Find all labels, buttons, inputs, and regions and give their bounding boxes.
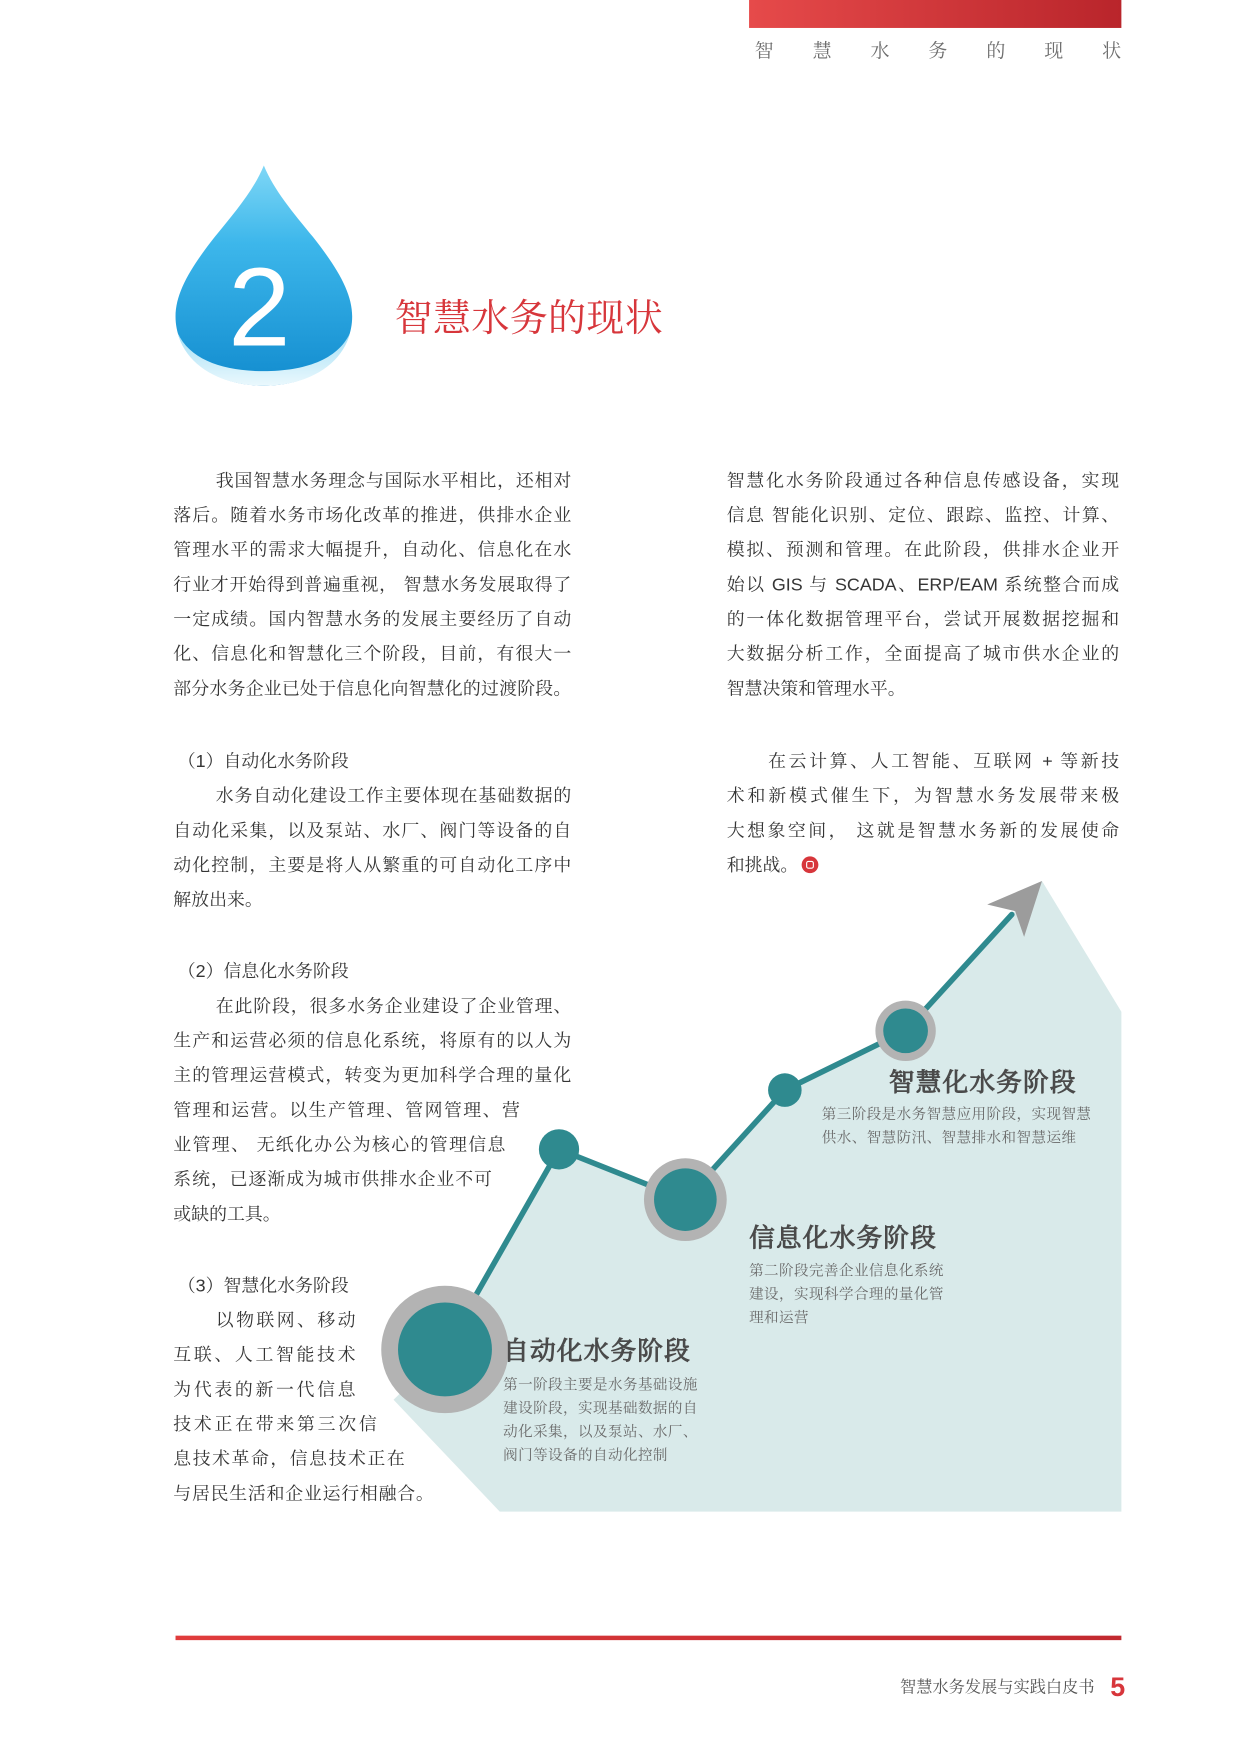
page-number: 5: [1110, 1672, 1126, 1703]
text-line: 模拟、预测和管理。在此阶段，供排水企业开: [726, 540, 1120, 560]
text-line: 或缺的工具。: [173, 1204, 281, 1224]
description-line: 建设，实现科学合理的量化管: [749, 1285, 944, 1302]
text-line: 信息 智能化识别、定位、跟踪、监控、计算、: [726, 505, 1120, 525]
text-line: 自动化采集，以及泵站、水厂、阀门等设备的自: [173, 821, 572, 841]
text-line: 为代表的新一代信息: [173, 1380, 356, 1400]
description-line: 第三阶段是水务智慧应用阶段，实现智慧: [821, 1105, 1092, 1122]
description-line: 第二阶段完善企业信息化系统: [749, 1261, 944, 1279]
diagram-stage-title: 智慧化水务阶段: [888, 1067, 1077, 1097]
diagram-stage-description: [503, 1372, 698, 1466]
text-line: 部分水务企业已处于信息化向智慧化的过渡阶段。: [173, 679, 572, 699]
text-line: 大数据分析工作，全面提高了城市供水企业的: [726, 644, 1120, 664]
text-line: 业管理、 无纸化办公为核心的管理信息: [173, 1135, 506, 1155]
text-line: 始以 GIS 与 SCADA、ERP/EAM 系统整合而成: [726, 575, 1120, 595]
diagram-stage-description: [822, 1102, 1092, 1149]
description-line: 理和运营: [749, 1308, 810, 1326]
stage1-section: [173, 744, 571, 917]
section-heading: （2）信息化水务阶段: [177, 962, 349, 982]
text-line: 我国智慧水务理念与国际水平相比，还相对: [215, 471, 572, 491]
end-mark-icon: [802, 856, 819, 873]
header-red-bar: [749, 0, 1121, 28]
path-node: [768, 1073, 802, 1107]
text-line: 动化控制，主要是将人从繁重的可自动化工序中: [173, 855, 572, 875]
intro-paragraph: [173, 463, 571, 706]
text-line: 在此阶段，很多水务企业建设了企业管理、: [215, 996, 572, 1016]
text-line: 系统，已逐渐成为城市供排水企业不可: [173, 1170, 492, 1190]
text-line: 落后。随着水务市场化改革的推进，供排水企业: [173, 505, 572, 525]
continuation-paragraph: [727, 463, 1119, 706]
text-line: 生产和运营必须的信息化系统，将原有的以人为: [173, 1031, 572, 1051]
text-line: 管理水平的需求大幅提升，自动化、信息化在水: [173, 540, 572, 560]
description-line: 动化采集，以及泵站、水厂、: [503, 1422, 698, 1440]
description-line: 阀门等设备的自动化控制: [503, 1446, 668, 1463]
description-line: 建设阶段，实现基础数据的自: [503, 1399, 698, 1416]
diagram-stage-title: 信息化水务阶段: [749, 1223, 937, 1253]
outlook-paragraph: [727, 744, 1119, 883]
text-line: 一定成绩。国内智慧水务的发展主要经历了自动: [173, 609, 572, 629]
footer-rule: [176, 1636, 1122, 1640]
text-line: 在云计算、人工智能、互联网 + 等新技: [768, 751, 1120, 771]
diagram-stage-title: 自动化水务阶段: [503, 1336, 691, 1366]
section-heading: （1）自动化水务阶段: [177, 751, 349, 771]
text-line-final: [727, 848, 1119, 883]
chapter-number: 2: [228, 244, 291, 371]
text-line: 水务自动化建设工作主要体现在基础数据的: [215, 786, 572, 806]
text-line: 智慧化水务阶段通过各种信息传感设备，实现: [726, 471, 1120, 491]
text-line: 和挑战。: [726, 855, 799, 875]
text-line: 大想象空间， 这就是智慧水务新的发展使命: [726, 821, 1120, 841]
text-line: 技术正在带来第三次信: [173, 1414, 377, 1434]
text-line: 智慧决策和管理水平。: [726, 679, 906, 699]
text-line: 解放出来。: [173, 890, 263, 910]
text-line: 管理和运营。以生产管理、管网管理、营: [173, 1100, 520, 1120]
text-line: 行业才开始得到普遍重视， 智慧水务发展取得了: [173, 575, 572, 595]
text-line: 主的管理运营模式，转变为更加科学合理的量化: [173, 1066, 572, 1086]
stage-marker-smart: [875, 1001, 935, 1061]
description-line: 供水、智慧防汛、智慧排水和智慧运维: [821, 1128, 1077, 1146]
stage-marker-informatization: [644, 1158, 727, 1241]
stage2-section: [173, 954, 571, 1231]
text-line: 息技术革命，信息技术正在: [173, 1449, 405, 1469]
text-line: 与居民生活和企业运行相融合。: [173, 1484, 434, 1504]
footer-book-title: 智慧水务发展与实践白皮书: [900, 1679, 1095, 1698]
text-line: 的一体化数据管理平台，尝试开展数据挖掘和: [726, 609, 1120, 629]
section-heading: （3）智慧化水务阶段: [177, 1276, 349, 1296]
text-line: 化、信息化和智慧化三个阶段，目前，有很大一: [173, 644, 572, 664]
text-line: 互联、人工智能技术: [173, 1345, 356, 1365]
text-line: 术和新模式催生下，为智慧水务发展带来极: [726, 786, 1120, 806]
running-title: 智慧水务的现状: [754, 40, 1161, 62]
diagram-stage-description: [749, 1258, 944, 1328]
description-line: 第一阶段主要是水务基础设施: [503, 1375, 698, 1393]
text-line: 以物联网、移动: [215, 1310, 356, 1330]
chapter-title: 智慧水务的现状: [394, 297, 664, 340]
